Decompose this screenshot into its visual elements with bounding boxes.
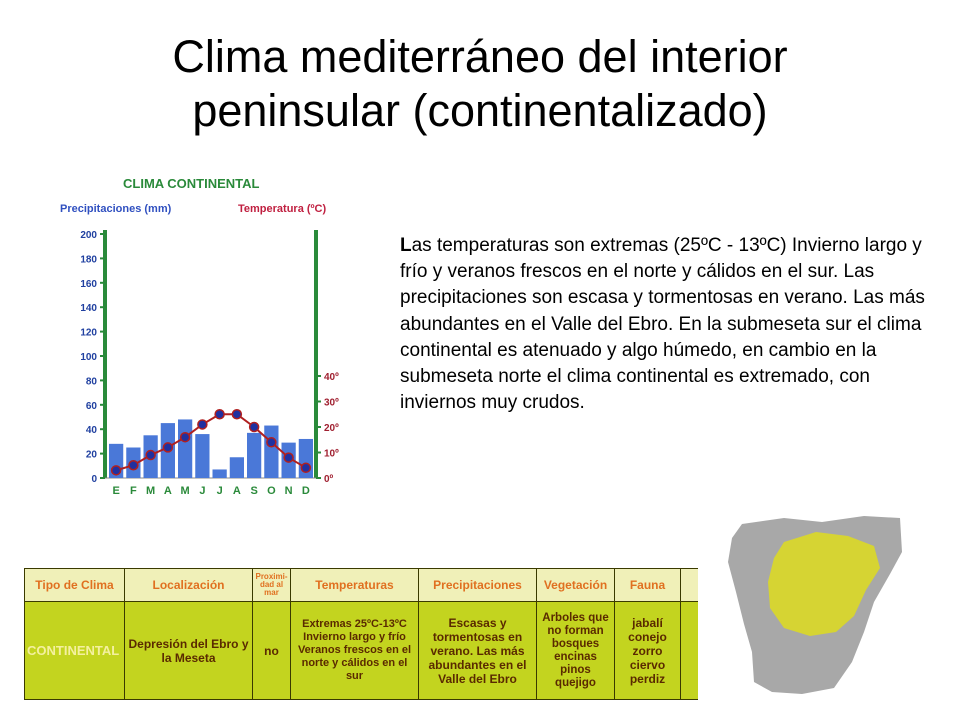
precip-tick-label: 40	[85, 425, 97, 437]
cell-fauna: jabalí conejo zorro ciervo perdiz	[615, 602, 681, 700]
month-label: J	[199, 485, 206, 497]
cell-proximidad: no	[253, 602, 291, 700]
temp-tick-label: 20º	[324, 423, 339, 434]
precip-bar	[178, 419, 192, 478]
temperature-point	[112, 466, 121, 475]
temperature-point	[129, 461, 138, 470]
slide-title	[40, 30, 920, 138]
cell-localizacion: Depresión del Ebro y la Meseta	[125, 602, 253, 700]
month-label: D	[301, 485, 310, 497]
header-fauna: Fauna	[615, 569, 681, 602]
month-label: N	[284, 485, 293, 497]
title-line-1: Clima mediterráneo del interior	[172, 31, 788, 82]
temperature-point	[267, 438, 276, 447]
precip-tick-label: 160	[80, 278, 97, 290]
precip-bar	[247, 433, 261, 478]
cell-vegetacion: Arboles que no forman bosques encinas pinos quejigo	[537, 602, 615, 700]
precip-tick-label: 0	[91, 474, 97, 485]
temperature-point	[301, 463, 310, 472]
header-vegetacion: Vegetación	[537, 569, 615, 602]
month-label: A	[163, 485, 172, 497]
header-temperaturas: Temperaturas	[291, 569, 419, 602]
temperature-point	[146, 451, 155, 460]
month-label: F	[130, 485, 137, 497]
temperature-point	[198, 420, 207, 429]
cell-temperaturas: Extremas 25ºC-13ºC Invierno largo y frío Veranos frescos en el norte y cálidos en el sur	[291, 602, 419, 700]
description-paragraph	[400, 233, 930, 416]
cell-tipo: CONTINENTAL	[25, 602, 125, 700]
temperature-point	[284, 453, 293, 462]
month-label: J	[216, 485, 223, 497]
temp-tick-label: 30º	[324, 397, 339, 409]
precip-tick-label: 120	[80, 327, 97, 339]
precip-bar	[213, 469, 227, 478]
precip-tick-label: 200	[80, 230, 97, 241]
temperature-point	[215, 410, 224, 419]
precip-axis-label: Precipitaciones (mm)	[60, 203, 172, 215]
header-precipitaciones: Precipitaciones	[419, 569, 537, 602]
month-label: A	[232, 485, 241, 497]
month-label: M	[180, 485, 190, 497]
table-row	[25, 602, 699, 700]
precip-tick-label: 20	[85, 449, 97, 461]
temperature-point	[250, 423, 259, 432]
temp-axis-label: Temperatura (ºC)	[238, 203, 327, 215]
precip-bar	[195, 434, 209, 478]
temp-tick-label: 0º	[324, 474, 334, 485]
iberia-map-image	[724, 512, 904, 702]
temp-tick-label: 40º	[324, 372, 339, 383]
precip-bar	[230, 457, 244, 478]
paragraph-initial: L	[400, 235, 412, 256]
climate-summary-table	[24, 568, 698, 700]
month-label: M	[146, 485, 156, 497]
precip-tick-label: 180	[80, 254, 97, 266]
precip-tick-label: 60	[85, 400, 97, 412]
month-label: E	[112, 485, 120, 497]
temperature-point	[181, 433, 190, 442]
month-label: O	[267, 485, 276, 497]
temperature-point	[232, 410, 241, 419]
title-line-2: peninsular (continentalizado)	[192, 85, 768, 136]
chart-title: CLIMA CONTINENTAL	[123, 176, 260, 191]
header-extra	[681, 569, 699, 602]
month-label: S	[250, 485, 258, 497]
header-tipo: Tipo de Clima	[25, 569, 125, 602]
precip-tick-label: 140	[80, 303, 97, 315]
header-localizacion: Localización	[125, 569, 253, 602]
precip-bar	[264, 426, 278, 478]
climograph-chart	[48, 168, 368, 498]
paragraph-text: as temperaturas son extremas (25ºC - 13ºC) Invierno largo y frío y veranos frescos en el norte y cálidos en el sur. Las precipitaciones son escasa y tormentosas en verano. Las más abundantes en el Valle del Ebro. En la submeseta sur el clima continental es atenuado y algo húmedo, en cambio en la submeseta norte el clima continental es extremado, con inviernos muy crudos.	[400, 235, 925, 414]
cell-extra	[681, 602, 699, 700]
precip-tick-label: 100	[80, 352, 97, 363]
temp-tick-label: 10º	[324, 448, 339, 460]
table-header-row	[25, 569, 699, 602]
cell-precipitaciones: Escasas y tormentosas en verano. Las más abundantes en el Valle del Ebro	[419, 602, 537, 700]
temperature-point	[163, 443, 172, 452]
precip-tick-label: 80	[85, 376, 97, 388]
header-proximidad: Proximi- dad al mar	[253, 569, 291, 602]
